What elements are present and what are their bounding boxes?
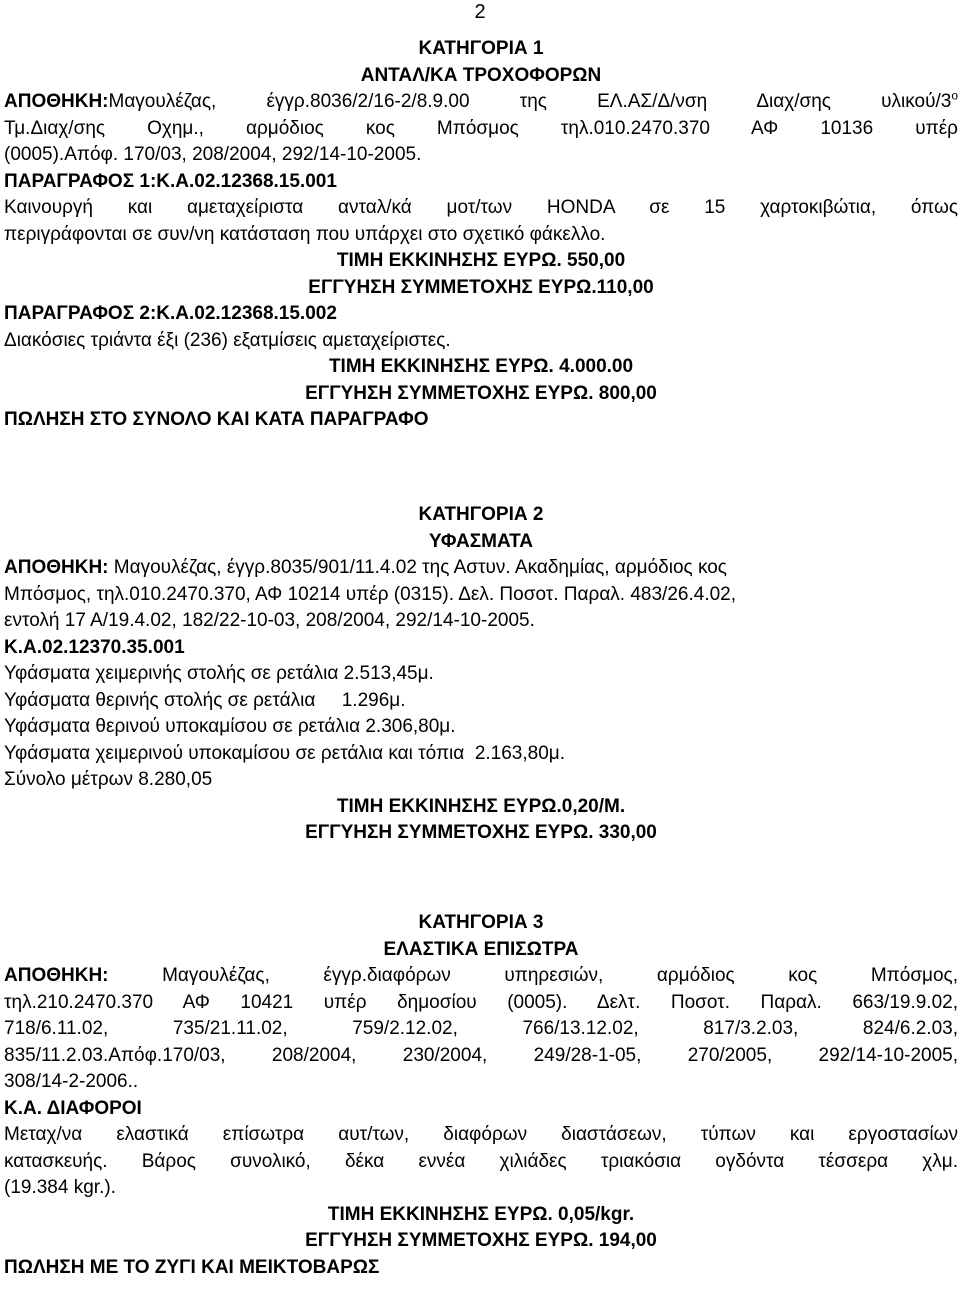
category-3-warehouse-line-3: 718/6.11.02, 735/21.11.02, 759/2.12.02, 766/13.12.02, 817/3.2.03, 824/6.2.03, bbox=[4, 1018, 958, 1039]
paragraph-1-desc-line-2: περιγράφονται σε συν/νη κατάσταση που υπάρχει στο σχετικό φάκελλο. bbox=[4, 223, 606, 245]
category-2-code: Κ.Α.02.12370.35.001 bbox=[4, 636, 185, 658]
paragraph-1-desc-line-1: Καινουργή και αμεταχείριστα ανταλ/κά μοτ/των HONDA σε 15 χαρτοκιβώτια, όπως bbox=[4, 197, 958, 218]
category-3-desc-line-2: κατασκευής. Βάρος συνολικό, δέκα εννέα χιλιάδες τριακόσια ογδόντα τέσσερα χλμ. bbox=[4, 1150, 958, 1172]
category-3-heading: ΚΑΤΗΓΟΡΙΑ 3 bbox=[418, 912, 544, 933]
fabric-item: Υφάσματα χειμερινού υποκαμίσου σε ρετάλια και τόπια 2.163,80μ. bbox=[4, 742, 566, 764]
paragraph-2-guarantee: ΕΓΓΥΗΣΗ ΣΥΜΜΕΤΟΧΗΣ ΕΥΡΩ. 800,00 bbox=[305, 382, 657, 404]
warehouse-text: Μαγουλέζας, έγγρ.διαφόρων υπηρεσιών, αρμόδιος κος Μπόσμος, bbox=[108, 965, 958, 986]
category-1-section bbox=[4, 36, 958, 434]
paragraph-2-title: ΠΑΡΑΓΡΑΦΟΣ 2:Κ.Α.02.12368.15.002 bbox=[4, 303, 337, 324]
category-3-desc-line-3: (19.384 kgr.). bbox=[4, 1177, 116, 1198]
warehouse-label: ΑΠΟΘΗΚΗ: bbox=[4, 965, 109, 986]
category-1-warehouse-line-1 bbox=[4, 89, 958, 116]
category-2-warehouse-line-2: Μπόσμος, τηλ.010.2470.370, ΑΦ 10214 υπέρ (0315). Δελ. Ποσοτ. Παραλ. 483/26.4.02, bbox=[4, 583, 737, 605]
superscript-o: ο bbox=[951, 88, 958, 103]
paragraph-1-guarantee: ΕΓΓΥΗΣΗ ΣΥΜΜΕΤΟΧΗΣ ΕΥΡΩ.110,00 bbox=[308, 276, 654, 298]
category-3-warehouse-line-2: τηλ.210.2470.370 ΑΦ 10421 υπέρ δημοσίου (0005). Δελτ. Ποσοτ. Παραλ. 663/19.9.02, bbox=[4, 991, 958, 1013]
category-2-subheading: ΥΦΑΣΜΑΤΑ bbox=[428, 530, 534, 552]
paragraph-1-price: ΤΙΜΗ ΕΚΚΙΝΗΣΗΣ ΕΥΡΩ. 550,00 bbox=[336, 250, 626, 271]
warehouse-text: Μαγουλέζας, έγγρ.8036/2/16-2/8.9.00 της ΕΛ.ΑΣ/Δ/νση Διαχ/σης υλικού/3 bbox=[108, 91, 952, 112]
category-3-guarantee: ΕΓΓΥΗΣΗ ΣΥΜΜΕΤΟΧΗΣ ΕΥΡΩ. 194,00 bbox=[305, 1230, 657, 1251]
fabric-item: Υφάσματα θερινής στολής σε ρετάλια 1.296μ. bbox=[4, 689, 406, 711]
category-3-desc-line-1: Μεταχ/να ελαστικά επίσωτρα αυτ/των, διαφόρων διαστάσεων, τύπων και εργοστασίων bbox=[4, 1124, 958, 1145]
paragraph-1-title: ΠΑΡΑΓΡΑΦΟΣ 1:Κ.Α.02.12368.15.001 bbox=[4, 170, 337, 192]
category-2-guarantee: ΕΓΓΥΗΣΗ ΣΥΜΜΕΤΟΧΗΣ ΕΥΡΩ. 330,00 bbox=[305, 822, 657, 843]
category-3-price: ΤΙΜΗ ΕΚΚΙΝΗΣΗΣ ΕΥΡΩ. 0,05/kgr. bbox=[327, 1203, 635, 1225]
category-3-sale-note: ΠΩΛΗΣΗ ΜΕ ΤΟ ΖΥΓΙ ΚΑΙ ΜΕΙΚΤΟΒΑΡΩΣ bbox=[4, 1256, 380, 1278]
category-1-heading: ΚΑΤΗΓΟΡΙΑ 1 bbox=[418, 38, 544, 59]
fabric-item: Υφάσματα θερινού υποκαμίσου σε ρετάλια 2.306,80μ. bbox=[4, 716, 456, 737]
fabric-total: Σύνολο μέτρων 8.280,05 bbox=[4, 769, 213, 790]
category-1-warehouse-line-2: Τμ.Διαχ/σης Οχημ., αρμόδιος κος Μπόσμος τηλ.010.2470.370 ΑΦ 10136 υπέρ bbox=[4, 117, 958, 139]
category-2-price: ΤΙΜΗ ΕΚΚΙΝΗΣΗΣ ΕΥΡΩ.0,20/Μ. bbox=[336, 795, 626, 817]
category-2-warehouse-line-3: εντολή 17 Α/19.4.02, 182/22-10-03, 208/2004, 292/14-10-2005. bbox=[4, 610, 535, 631]
paragraph-2-desc: Διακόσιες τριάντα έξι (236) εξατμίσεις αμεταχείριστες. bbox=[4, 329, 451, 351]
category-2-heading: ΚΑΤΗΓΟΡΙΑ 2 bbox=[418, 504, 544, 525]
category-2-section bbox=[4, 502, 958, 847]
warehouse-label: ΑΠΟΘΗΚΗ: bbox=[4, 91, 109, 112]
category-1-warehouse-line-3: (0005).Απόφ. 170/03, 208/2004, 292/14-10-2005. bbox=[4, 144, 422, 165]
category-3-warehouse-line-1 bbox=[4, 963, 958, 990]
category-1-subheading: ΑΝΤΑΛ/ΚΑ ΤΡΟΧΟΦΟΡΩΝ bbox=[360, 64, 602, 86]
category-3-warehouse-line-5: 308/14-2-2006.. bbox=[4, 1071, 139, 1092]
page-number: 2 bbox=[474, 1, 486, 23]
paragraph-2-price: ΤΙΜΗ ΕΚΚΙΝΗΣΗΣ ΕΥΡΩ. 4.000.00 bbox=[328, 356, 634, 377]
warehouse-label: ΑΠΟΘΗΚΗ: bbox=[4, 557, 109, 578]
category-3-warehouse-line-4: 835/11.2.03.Απόφ.170/03, 208/2004, 230/2004, 249/28-1-05, 270/2005, 292/14-10-2005, bbox=[4, 1044, 958, 1066]
fabric-item: Υφάσματα χειμερινής στολής σε ρετάλια 2.513,45μ. bbox=[4, 663, 434, 684]
category-1-sale-note: ΠΩΛΗΣΗ ΣΤΟ ΣΥΝΟΛΟ ΚΑΙ ΚΑΤΑ ΠΑΡΑΓΡΑΦΟ bbox=[4, 409, 429, 430]
category-3-section bbox=[4, 910, 958, 1281]
category-2-warehouse-line-1 bbox=[4, 555, 958, 582]
category-3-code: Κ.Α. ΔΙΑΦΟΡΟΙ bbox=[4, 1097, 142, 1119]
category-3-subheading: ΕΛΑΣΤΙΚΑ ΕΠΙΣΩΤΡΑ bbox=[383, 938, 579, 960]
warehouse-text: Μαγουλέζας, έγγρ.8035/901/11.4.02 της Αστυν. Ακαδημίας, αρμόδιος κος bbox=[108, 557, 727, 578]
